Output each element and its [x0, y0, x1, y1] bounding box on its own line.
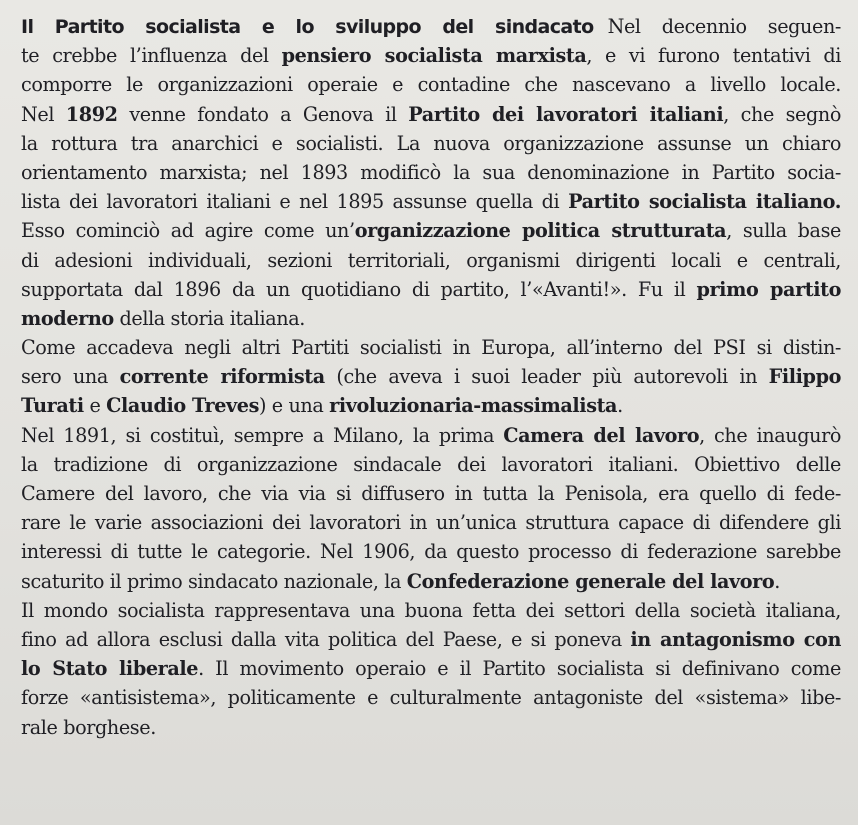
- bold-term: pensiero socialista marxista: [281, 44, 587, 68]
- text-segment: rale borghese.: [21, 715, 156, 739]
- text-line: [21, 479, 841, 508]
- text-segment: Il mondo socialista rappresentava una buona fetta dei settori della società italiana,: [21, 598, 841, 622]
- bold-term: corrente riformista: [119, 365, 325, 389]
- text-segment: la rottura tra anarchici e socialisti. La nuova organizzazione assunse un chiaro: [21, 131, 841, 155]
- text-line: [21, 713, 841, 742]
- bold-term: Partito socialista italiano.: [568, 190, 842, 214]
- text-line: [21, 246, 841, 275]
- text-segment: la tradizione di organizzazione sindacale dei lavoratori italiani. Obiettivo delle: [21, 452, 841, 476]
- bold-term: moderno: [21, 306, 114, 330]
- text-segment: venne fondato a Genova il: [117, 102, 409, 126]
- text-line: [21, 508, 841, 537]
- text-segment: orientamento marxista; nel 1893 modificò la sua denominazione in Partito socia-: [21, 160, 841, 184]
- text-segment: Esso cominciò ad agire come un’: [21, 219, 355, 243]
- bold-term: Claudio Treves: [106, 394, 260, 418]
- text-segment: Come accadeva negli altri Partiti socialisti in Europa, all’interno del PSI si distin-: [21, 336, 841, 360]
- text-segment: , che inaugurò: [699, 423, 841, 447]
- text-line: [21, 625, 841, 654]
- bold-term: primo partito: [696, 277, 842, 301]
- text-segment: supportata dal 1896 da un quotidiano di partito, l’«Avanti!». Fu il: [21, 277, 697, 301]
- bold-term: in antagonismo con: [630, 627, 841, 651]
- text-line: [21, 70, 841, 99]
- text-segment: interessi di tutte le categorie. Nel 1906, da questo processo di federazione sarebbe: [21, 540, 841, 564]
- text-line: [21, 596, 841, 625]
- section-heading: Il Partito socialista e lo sviluppo del sindacato: [21, 16, 594, 38]
- text-line: [21, 12, 841, 41]
- text-segment: forze «antisistema», politicamente e culturalmente antagoniste del «sistema» libe-: [21, 686, 841, 710]
- text-segment: fino ad allora esclusi dalla vita politica del Paese, e si poneva: [21, 627, 631, 651]
- text-segment: Nel 1891, si costituì, sempre a Milano, la prima: [21, 423, 504, 447]
- text-line: [21, 100, 841, 129]
- text-segment: (che aveva i suoi leader più autorevoli in: [324, 365, 769, 389]
- text-segment: Nel decennio seguen-: [607, 15, 841, 38]
- bold-term: lo Stato liberale: [21, 657, 199, 681]
- bold-term: Filippo: [768, 365, 841, 389]
- text-line: [21, 567, 841, 596]
- text-segment: di adesioni individuali, sezioni territoriali, organismi dirigenti locali e centrali,: [21, 248, 841, 272]
- text-line: [21, 654, 841, 683]
- bold-term: Camera del lavoro: [503, 423, 700, 447]
- text-line: [21, 216, 841, 245]
- text-line: [21, 41, 841, 70]
- text-line: [21, 537, 841, 566]
- text-line: [21, 450, 841, 479]
- text-segment: e: [83, 394, 107, 418]
- bold-term: rivoluzionaria-massimalista: [329, 394, 618, 418]
- text-line: [21, 421, 841, 450]
- text-segment: . Il movimento operaio e il Partito socialista si definivano come: [198, 657, 842, 681]
- text-line: [21, 333, 841, 362]
- bold-term: organizzazione politica strutturata: [354, 219, 727, 243]
- text-line: [21, 362, 841, 391]
- text-segment: lista dei lavoratori italiani e nel 1895 assunse quella di: [21, 190, 569, 214]
- text-segment: .: [617, 394, 623, 418]
- bold-term: Partito dei lavoratori italiani: [408, 102, 724, 126]
- text-segment: , e vi furono tentativi di: [586, 44, 841, 68]
- text-line: [21, 304, 841, 333]
- bold-term: Turati: [21, 394, 84, 418]
- text-segment: te crebbe l’influenza del: [21, 44, 282, 68]
- text-segment: , che segnò: [723, 102, 841, 126]
- text-segment: , sulla base: [726, 219, 841, 243]
- text-line: [21, 158, 841, 187]
- text-line: [21, 129, 841, 158]
- text-segment: Nel: [21, 102, 66, 126]
- text-line: [21, 275, 841, 304]
- text-line: [21, 683, 841, 712]
- body-text: [21, 12, 841, 742]
- text-segment: rare le varie associazioni dei lavoratori in un’unica struttura capace di difendere gli: [21, 511, 841, 535]
- text-segment: della storia italiana.: [113, 306, 305, 330]
- bold-term: 1892: [65, 102, 118, 126]
- text-segment: .: [774, 569, 780, 593]
- text-line: [21, 187, 841, 216]
- text-line: [21, 391, 841, 420]
- text-segment: sero una: [21, 365, 120, 389]
- text-segment: ) e una: [259, 394, 330, 418]
- text-segment: scaturito il primo sindacato nazionale, la: [21, 569, 407, 593]
- text-segment: Camere del lavoro, che via via si diffusero in tutta la Penisola, era quello di fede-: [21, 482, 841, 505]
- bold-term: Confederazione generale del lavoro: [406, 569, 775, 593]
- text-segment: comporre le organizzazioni operaie e contadine che nascevano a livello locale.: [21, 73, 841, 97]
